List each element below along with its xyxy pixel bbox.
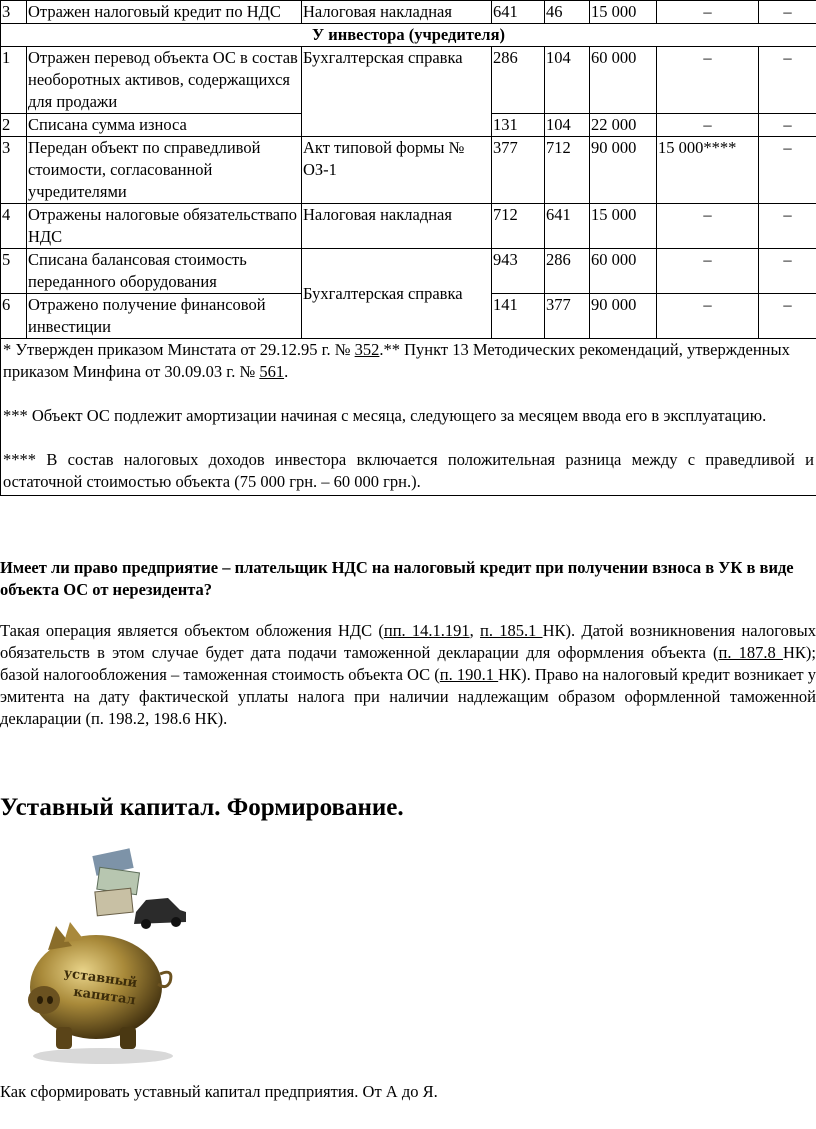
question-paragraph: Имеет ли право предприятие – плательщик НДС на налоговый кредит при получении взноса в УК в виде объекта ОС от нерезидента? [0, 558, 794, 599]
amount: 90 000 [590, 294, 657, 339]
debit-account: 712 [492, 204, 545, 249]
row-number: 3 [1, 137, 27, 204]
table-row [1, 204, 816, 249]
link-352[interactable]: 352 [354, 340, 380, 359]
debit-account: 943 [492, 249, 545, 294]
amount: 90 000 [590, 137, 657, 204]
row-number: 5 [1, 249, 27, 294]
footnote-row [1, 339, 816, 496]
link-187-8[interactable]: п. 187.8 [718, 643, 783, 662]
tax-expense: – [759, 114, 816, 137]
credit-account: 46 [545, 1, 590, 24]
tax-income: 15 000**** [657, 137, 759, 204]
row-number: 2 [1, 114, 27, 137]
table-row [1, 249, 816, 294]
caption-text: Как сформировать уставный капитал предприятия. От А до Я. [0, 1082, 438, 1101]
row-number: 6 [1, 294, 27, 339]
operation-text: Списана балансовая стоимость переданного оборудования [27, 249, 302, 294]
operation-text: Передан объект по справедливой стоимости, согласованной учредителями [27, 137, 302, 204]
document-text: Акт типовой формы № ОЗ-1 [302, 137, 492, 204]
debit-account: 141 [492, 294, 545, 339]
table-row [1, 1, 816, 24]
cash-stack-icon [92, 848, 139, 916]
piggy-bank-icon [28, 922, 171, 1049]
section-heading: Уставный капитал. Формирование. [0, 794, 404, 821]
section-title: У инвестора (учредителя) [1, 24, 816, 47]
amount: 60 000 [590, 47, 657, 114]
row-number: 3 [1, 1, 27, 24]
amount: 15 000 [590, 204, 657, 249]
footnote-1: * Утвержден приказом Минстата от 29.12.95 г. № 352.** Пункт 13 Методических рекомендаций, утвержденных приказом Минфина от 30.09.03 г. № 561. [3, 340, 790, 381]
pig-label-1: уставный [62, 965, 139, 992]
tax-income: – [657, 114, 759, 137]
debit-account: 286 [492, 47, 545, 114]
debit-account: 641 [492, 1, 545, 24]
table-row [1, 47, 816, 114]
tax-income: – [657, 204, 759, 249]
footnote-4: **** В состав налоговых доходов инвестора включается положительная разница между с праведливой и остаточной стоимостью объекта (75 000 грн. – 60 000 грн.). [3, 450, 814, 491]
tax-expense: – [759, 47, 816, 114]
link-561[interactable]: 561 [259, 362, 285, 381]
tax-income: – [657, 294, 759, 339]
credit-account: 641 [545, 204, 590, 249]
tax-income: – [657, 249, 759, 294]
tax-expense: – [759, 204, 816, 249]
operation-text: Списана сумма износа [27, 114, 302, 137]
tax-expense: – [759, 137, 816, 204]
table-row [1, 137, 816, 204]
footnotes [1, 339, 816, 496]
operation-text: Отражено получение финансовой инвестиции [27, 294, 302, 339]
document-text: Налоговая накладная [302, 1, 492, 24]
link-14-1-191[interactable]: пп. 14.1.191 [383, 621, 470, 640]
amount: 22 000 [590, 114, 657, 137]
tax-expense: – [759, 249, 816, 294]
row-number: 1 [1, 47, 27, 114]
amount: 15 000 [590, 1, 657, 24]
operation-text: Отражены налоговые обязательствапо НДС [27, 204, 302, 249]
section-row [1, 24, 816, 47]
footnote-3: *** Объект ОС подлежит амортизации начиная с месяца, следующего за месяцем ввода его в эксплуатацию. [3, 406, 767, 425]
piggy-bank-image [8, 842, 198, 1067]
document-text: Бухгалтерская справка [302, 249, 492, 339]
tax-income: – [657, 47, 759, 114]
tax-expense: – [759, 294, 816, 339]
car-icon [134, 898, 186, 929]
pig-label-2: капитал [72, 984, 137, 1009]
credit-account: 104 [545, 114, 590, 137]
credit-account: 712 [545, 137, 590, 204]
operation-text: Отражен налоговый кредит по НДС [27, 1, 302, 24]
tax-expense: – [759, 1, 816, 24]
link-185-1[interactable]: п. 185.1 [480, 621, 543, 640]
document-text: Налоговая накладная [302, 204, 492, 249]
tax-income: – [657, 1, 759, 24]
debit-account: 377 [492, 137, 545, 204]
credit-account: 104 [545, 47, 590, 114]
document-text: Бухгалтерская справка [302, 47, 492, 137]
answer-paragraph: Такая операция является объектом обложения НДС (пп. 14.1.191, п. 185.1 НК). Датой возникновения налоговых обязательств в этом случае будет дата подачи таможенной декларации для оформления объекта (п. 187.8 НК); базой налогообложения – таможенная стоимость объекта ОС (п. 190.1 НК). Право на налоговый кредит возникает у эмитента на дату фактической уплаты налога при наличии надлежащим образом оформленной таможенной декларации (п. 198.2, 198.6 НК). [0, 621, 816, 728]
operation-text: Отражен перевод объекта ОС в состав необоротных активов, содержащихся для продажи [27, 47, 302, 114]
debit-account: 131 [492, 114, 545, 137]
row-number: 4 [1, 204, 27, 249]
amount: 60 000 [590, 249, 657, 294]
accounting-table [0, 0, 816, 496]
link-190-1[interactable]: п. 190.1 [439, 665, 499, 684]
credit-account: 377 [545, 294, 590, 339]
credit-account: 286 [545, 249, 590, 294]
